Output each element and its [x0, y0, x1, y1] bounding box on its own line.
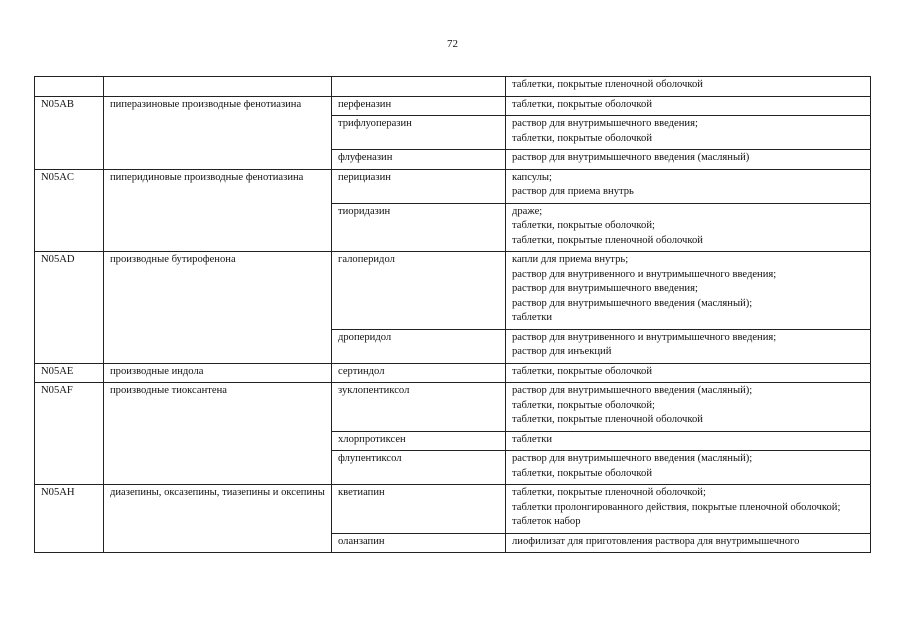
table-row	[35, 96, 871, 116]
dosage-form-cell: капли для приема внутрь; раствор для внутривенного и внутримышечного введения; раствор для внутримышечного введения; раствор для внутримышечного введения (масляный); таблетки	[506, 252, 871, 330]
table-body	[35, 77, 871, 553]
drug-name-cell: зуклопентиксол	[332, 383, 506, 432]
drug-name-cell: трифлуоперазин	[332, 116, 506, 150]
drug-name-cell: флуфеназин	[332, 150, 506, 170]
group-name-cell: диазепины, оксазепины, тиазепины и оксепины	[104, 485, 332, 553]
dosage-form-cell: раствор для внутримышечного введения (масляный); таблетки, покрытые оболочкой	[506, 451, 871, 485]
drug-name-cell: перициазин	[332, 169, 506, 203]
dosage-form-cell: таблетки, покрытые пленочной оболочкой; таблетки пролонгированного действия, покрытые пленочной оболочкой; таблеток набор	[506, 485, 871, 534]
group-name-cell: производные индола	[104, 363, 332, 383]
group-name-cell	[104, 77, 332, 97]
table-row	[35, 485, 871, 534]
dosage-form-cell: раствор для внутримышечного введения (масляный)	[506, 150, 871, 170]
table-row	[35, 169, 871, 203]
drug-table	[34, 76, 871, 553]
table-row	[35, 363, 871, 383]
drug-name-cell: тиоридазин	[332, 203, 506, 252]
atc-code-cell: N05AB	[35, 96, 104, 169]
dosage-form-cell: лиофилизат для приготовления раствора для внутримышечного	[506, 533, 871, 553]
drug-name-cell: хлорпротиксен	[332, 431, 506, 451]
group-name-cell: пиперазиновые производные фенотиазина	[104, 96, 332, 169]
drug-name-cell: сертиндол	[332, 363, 506, 383]
dosage-form-cell: раствор для внутримышечного введения; таблетки, покрытые оболочкой	[506, 116, 871, 150]
atc-code-cell: N05AE	[35, 363, 104, 383]
table-row	[35, 252, 871, 330]
group-name-cell: производные тиоксантена	[104, 383, 332, 485]
table-row	[35, 77, 871, 97]
dosage-form-cell: таблетки, покрытые оболочкой	[506, 96, 871, 116]
dosage-form-cell: капсулы; раствор для приема внутрь	[506, 169, 871, 203]
drug-name-cell	[332, 77, 506, 97]
drug-name-cell: перфеназин	[332, 96, 506, 116]
atc-code-cell: N05AD	[35, 252, 104, 364]
drug-name-cell: оланзапин	[332, 533, 506, 553]
dosage-form-cell: драже; таблетки, покрытые оболочкой; таблетки, покрытые пленочной оболочкой	[506, 203, 871, 252]
dosage-form-cell: раствор для внутримышечного введения (масляный); таблетки, покрытые оболочкой; таблетки, покрытые пленочной оболочкой	[506, 383, 871, 432]
group-name-cell: производные бутирофенона	[104, 252, 332, 364]
atc-code-cell: N05AF	[35, 383, 104, 485]
atc-code-cell	[35, 77, 104, 97]
drug-name-cell: кветиапин	[332, 485, 506, 534]
table-row	[35, 383, 871, 432]
dosage-form-cell: таблетки	[506, 431, 871, 451]
atc-code-cell: N05AH	[35, 485, 104, 553]
atc-code-cell: N05AC	[35, 169, 104, 252]
dosage-form-cell: раствор для внутривенного и внутримышечного введения; раствор для инъекций	[506, 329, 871, 363]
drug-name-cell: дроперидол	[332, 329, 506, 363]
drug-name-cell: галоперидол	[332, 252, 506, 330]
dosage-form-cell: таблетки, покрытые пленочной оболочкой	[506, 77, 871, 97]
drug-name-cell: флупентиксол	[332, 451, 506, 485]
group-name-cell: пиперидиновые производные фенотиазина	[104, 169, 332, 252]
dosage-form-cell: таблетки, покрытые оболочкой	[506, 363, 871, 383]
page-number: 72	[447, 38, 458, 50]
